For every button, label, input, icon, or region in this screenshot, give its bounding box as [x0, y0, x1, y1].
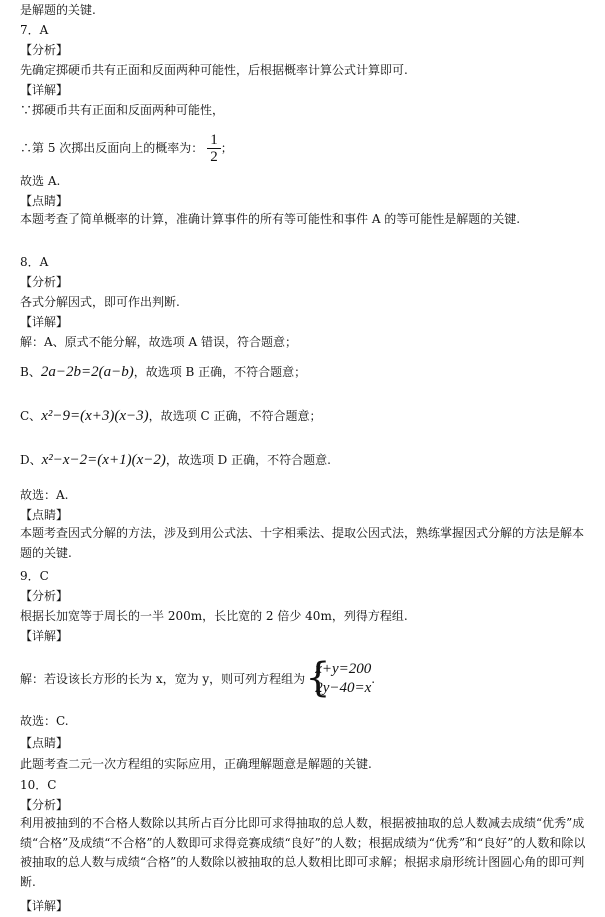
equation-1: x+y=200: [315, 661, 372, 677]
text-line: 各式分解因式，即可作出判断.: [20, 295, 180, 309]
section-heading: 【分析】: [20, 798, 69, 812]
math-expression: 2a−2b=2(a−b): [40, 364, 134, 380]
fraction: [207, 132, 221, 165]
left-brace: {: [305, 655, 331, 701]
option-label: C、: [20, 409, 42, 423]
text-line: ∵掷硬币共有正面和反面两种可能性，: [20, 103, 225, 117]
section-heading: 【分析】: [20, 589, 69, 603]
question-number: 7．A: [20, 23, 49, 37]
math-expression: x²−x−2=(x+1)(x−2): [41, 452, 166, 468]
text-segment: ，故选项 D 正确，不符合题意.: [165, 453, 331, 467]
option-label: B、: [20, 365, 41, 379]
text-line: 先确定掷硬币共有正面和反面两种可能性，后根据概率计算公式计算即可.: [20, 63, 408, 77]
question-number: 8．A: [20, 255, 49, 269]
section-heading: 【分析】: [20, 43, 69, 57]
section-heading: 【点睛】: [20, 508, 69, 522]
equation-system: [305, 655, 372, 701]
section-heading: 【详解】: [20, 899, 69, 913]
section-heading: 【详解】: [20, 629, 69, 643]
text-line: 根据长加宽等于周长的一半 200m，长比宽的 2 倍少 40m，列得方程组.: [20, 609, 408, 623]
paragraph: 本题考查了简单概率的计算，准确计算事件的所有等可能性和事件 A 的等可能性是解题的关键.: [20, 212, 521, 226]
text-line: 故选：A.: [20, 488, 69, 502]
paragraph: 本题考查因式分解的方法，涉及到用公式法、十字相乘法、提取公因式法，熟练掌握因式分解的方法是解本题的关键.: [20, 526, 585, 560]
text-line: 是解题的关键.: [20, 3, 96, 17]
text-segment: ，故选项 C 正确，不符合题意；: [148, 409, 322, 423]
text-segment: ，故选项 B 正确，不符合题意；: [133, 365, 307, 379]
text-segment: ∴第 5 次掷出反面向上的概率为：: [20, 141, 204, 155]
section-heading: 【分析】: [20, 275, 69, 289]
equation-system-line: [20, 655, 591, 701]
text-segment: 解：若设该长方形的长为 x，宽为 y，则可列方程组为: [20, 672, 306, 686]
equation-2: 2y−40=x: [315, 680, 372, 696]
option-label: D、: [20, 453, 42, 467]
section-heading: 【详解】: [20, 315, 69, 329]
section-heading: 【点睛】: [20, 736, 69, 750]
text-line: 此题考查二元一次方程组的实际应用，正确理解题意是解题的关键.: [20, 757, 372, 771]
text-segment: .: [371, 672, 376, 686]
question-number: 10．C: [20, 778, 57, 792]
text-segment: ；: [220, 141, 233, 155]
math-line: [20, 408, 591, 424]
math-line: [20, 452, 591, 468]
fraction-denominator: 2: [210, 149, 218, 165]
text-line-with-fraction: [20, 132, 591, 165]
text-line: 故选 A.: [20, 174, 61, 188]
fraction-numerator: 1: [207, 132, 221, 149]
text-line: 故选：C.: [20, 714, 69, 728]
math-line: [20, 364, 591, 380]
paragraph: 利用被抽到的不合格人数除以其所占百分比即可求得抽取的总人数，根据被抽取的总人数减去成绩“优秀”成绩“合格”及成绩“不合格”的人数即可求得竞赛成绩“良好”的人数；根据成绩为“优秀”和“良好”的人数和除以被抽取的总人数与成绩“合格”的人数除以被抽取的总人数相比即可求解；根据求扇形统计图圆心角的即可判断.: [20, 816, 586, 889]
section-heading: 【点睛】: [20, 194, 69, 208]
question-number: 9．C: [20, 569, 49, 583]
math-expression: x²−9=(x+3)(x−3): [41, 408, 149, 424]
text-line: 解：A、原式不能分解，故选项 A 错误，符合题意；: [20, 335, 297, 349]
section-heading: 【详解】: [20, 83, 69, 97]
